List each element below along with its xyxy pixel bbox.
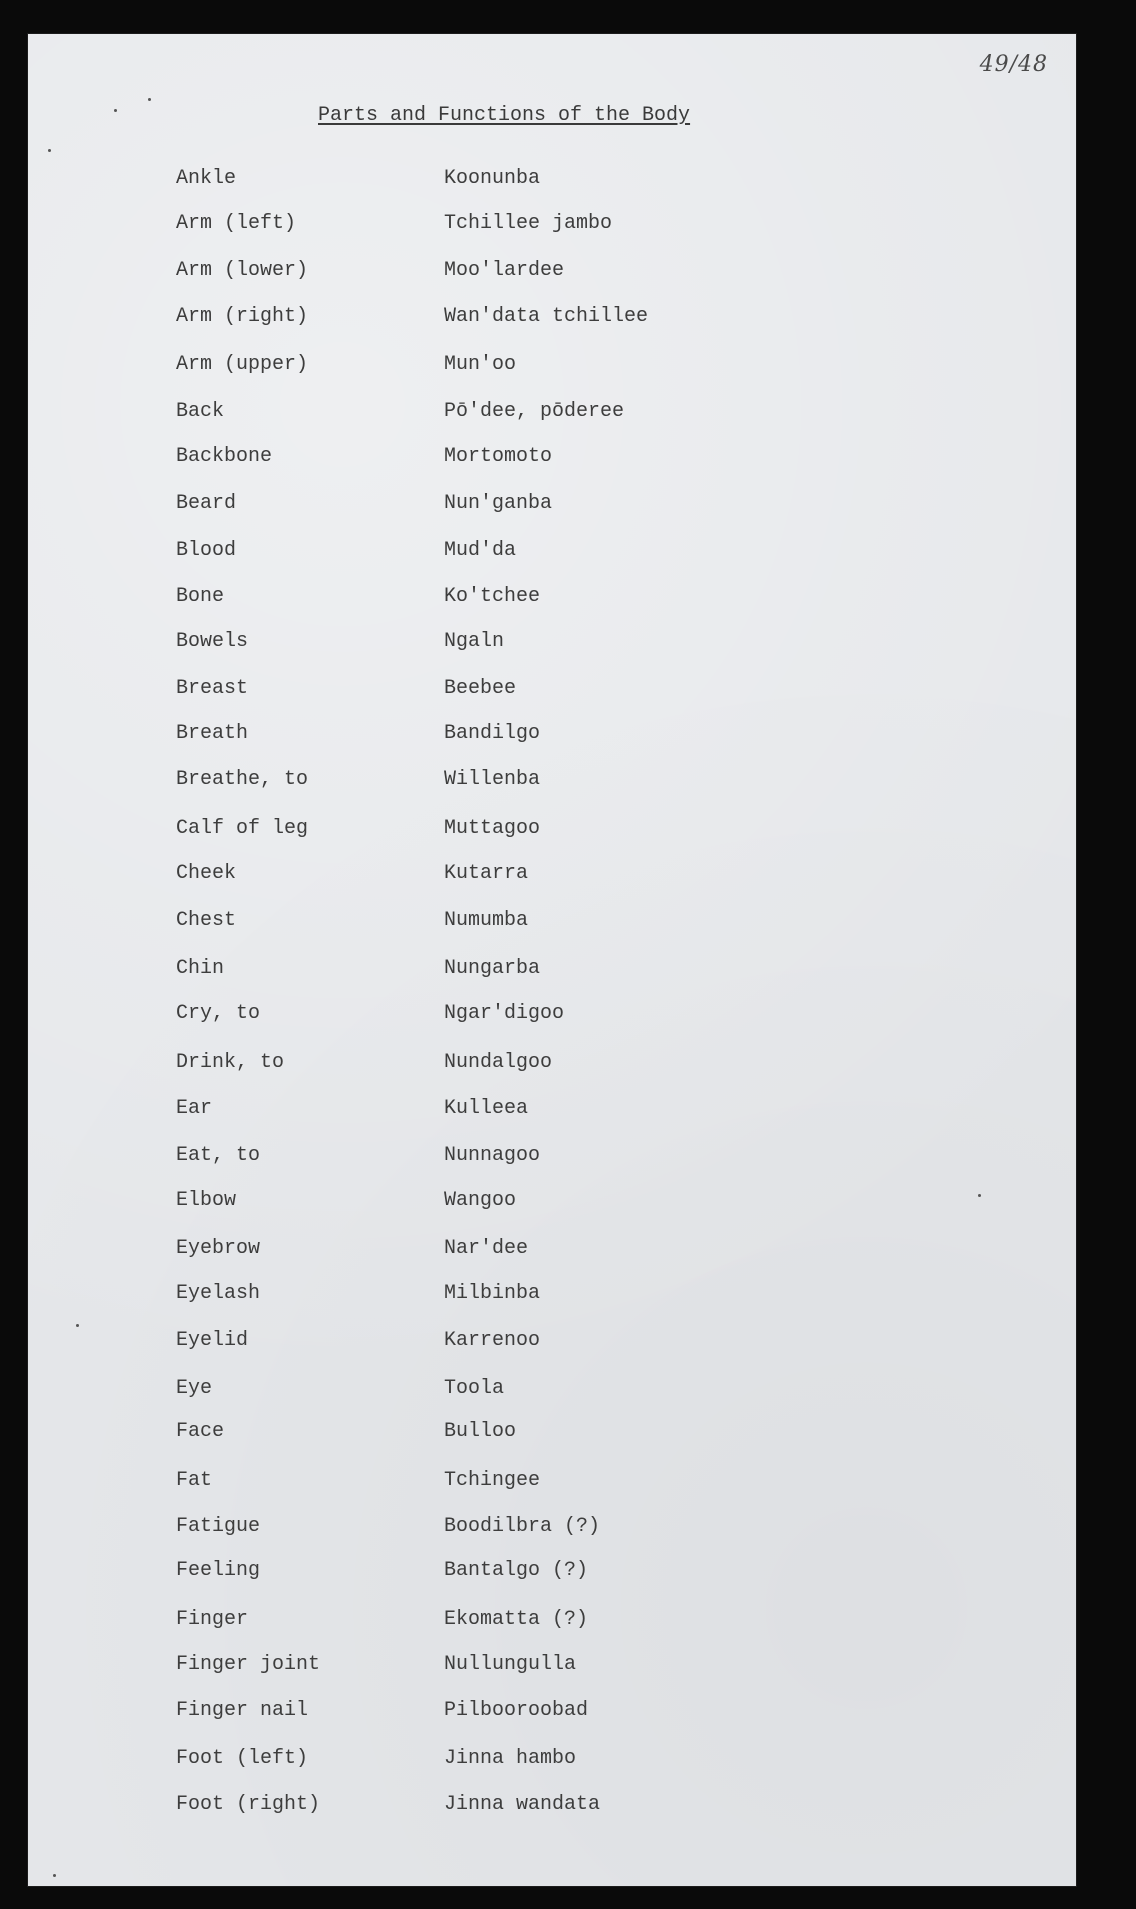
ink-speck xyxy=(76,1324,79,1327)
entry-translation: Bantalgo (?) xyxy=(444,1559,589,1582)
entry-term: Fatigue xyxy=(176,1515,261,1538)
entry-translation: Ekomatta (?) xyxy=(444,1608,589,1631)
glossary-entry xyxy=(28,442,1076,472)
glossary-entry xyxy=(28,1650,1076,1680)
entry-translation: Karrenoo xyxy=(444,1329,541,1352)
glossary-entry xyxy=(28,1048,1076,1078)
entry-translation: Pilbooroobad xyxy=(444,1699,589,1722)
entry-translation: Nun'ganba xyxy=(444,492,553,515)
ink-speck xyxy=(978,1194,981,1197)
entry-translation: Beebee xyxy=(444,677,517,700)
entry-translation: Pō'dee, pōderee xyxy=(444,400,625,423)
glossary-entry xyxy=(28,765,1076,795)
glossary-entry xyxy=(28,1512,1076,1542)
glossary-entry xyxy=(28,1094,1076,1124)
entry-translation: Ko'tchee xyxy=(444,585,541,608)
entry-translation: Nar'dee xyxy=(444,1237,529,1260)
document-page xyxy=(28,34,1076,1886)
entry-term: Foot (left) xyxy=(176,1747,309,1770)
ink-speck xyxy=(53,1874,56,1877)
entry-term: Face xyxy=(176,1420,225,1443)
glossary-entry xyxy=(28,489,1076,519)
entry-term: Chest xyxy=(176,909,237,932)
entry-translation: Mud'da xyxy=(444,539,517,562)
ink-speck xyxy=(148,98,151,101)
entry-term: Arm (upper) xyxy=(176,353,309,376)
glossary-entry xyxy=(28,1374,1076,1404)
entry-translation: Boodilbra (?) xyxy=(444,1515,601,1538)
glossary-entry xyxy=(28,302,1076,332)
entry-term: Backbone xyxy=(176,445,273,468)
glossary-entry xyxy=(28,674,1076,704)
glossary-entry xyxy=(28,350,1076,380)
glossary-entry xyxy=(28,1696,1076,1726)
entry-term: Eyebrow xyxy=(176,1237,261,1260)
entry-translation: Kutarra xyxy=(444,862,529,885)
glossary-entry xyxy=(28,1744,1076,1774)
entry-term: Bone xyxy=(176,585,225,608)
entry-translation: Kulleea xyxy=(444,1097,529,1120)
entry-translation: Tchingee xyxy=(444,1469,541,1492)
entry-translation: Nullungulla xyxy=(444,1653,577,1676)
glossary-entry xyxy=(28,719,1076,749)
entry-term: Back xyxy=(176,400,225,423)
entry-term: Chin xyxy=(176,957,225,980)
entry-translation: Bulloo xyxy=(444,1420,517,1443)
entry-translation: Moo'lardee xyxy=(444,259,565,282)
entry-term: Elbow xyxy=(176,1189,237,1212)
entry-term: Beard xyxy=(176,492,237,515)
glossary-entry xyxy=(28,906,1076,936)
glossary-entry xyxy=(28,1790,1076,1820)
entry-term: Finger joint xyxy=(176,1653,321,1676)
glossary-entry xyxy=(28,164,1076,194)
entry-term: Breast xyxy=(176,677,249,700)
glossary-entry xyxy=(28,582,1076,612)
ink-speck xyxy=(114,109,117,112)
entry-term: Arm (lower) xyxy=(176,259,309,282)
entry-term: Ankle xyxy=(176,167,237,190)
entry-translation: Ngaln xyxy=(444,630,505,653)
glossary-entry xyxy=(28,627,1076,657)
entry-term: Feeling xyxy=(176,1559,261,1582)
entry-translation: Koonunba xyxy=(444,167,541,190)
entry-term: Foot (right) xyxy=(176,1793,321,1816)
entry-term: Cry, to xyxy=(176,1002,261,1025)
entry-term: Calf of leg xyxy=(176,817,309,840)
entry-translation: Wangoo xyxy=(444,1189,517,1212)
entry-term: Drink, to xyxy=(176,1051,285,1074)
entry-term: Breathe, to xyxy=(176,768,309,791)
glossary-list xyxy=(28,34,1076,1886)
glossary-entry xyxy=(28,1234,1076,1264)
entry-translation: Jinna wandata xyxy=(444,1793,601,1816)
entry-term: Blood xyxy=(176,539,237,562)
entry-translation: Milbinba xyxy=(444,1282,541,1305)
page-title: Parts and Functions of the Body xyxy=(318,104,691,127)
glossary-entry xyxy=(28,1605,1076,1635)
entry-translation: Mortomoto xyxy=(444,445,553,468)
glossary-entry xyxy=(28,1141,1076,1171)
page-number: 49/48 xyxy=(979,52,1048,77)
entry-term: Arm (left) xyxy=(176,212,297,235)
glossary-entry xyxy=(28,1466,1076,1496)
entry-term: Ear xyxy=(176,1097,213,1120)
glossary-entry xyxy=(28,954,1076,984)
glossary-entry xyxy=(28,1186,1076,1216)
glossary-entry xyxy=(28,256,1076,286)
entry-term: Finger nail xyxy=(176,1699,309,1722)
entry-term: Fat xyxy=(176,1469,213,1492)
entry-translation: Muttagoo xyxy=(444,817,541,840)
entry-translation: Willenba xyxy=(444,768,541,791)
entry-term: Eyelash xyxy=(176,1282,261,1305)
entry-term: Finger xyxy=(176,1608,249,1631)
glossary-entry xyxy=(28,209,1076,239)
entry-translation: Bandilgo xyxy=(444,722,541,745)
ink-speck xyxy=(48,149,51,152)
glossary-entry xyxy=(28,859,1076,889)
glossary-entry xyxy=(28,1326,1076,1356)
glossary-entry xyxy=(28,1556,1076,1586)
entry-term: Breath xyxy=(176,722,249,745)
entry-translation: Mun'oo xyxy=(444,353,517,376)
glossary-entry xyxy=(28,1279,1076,1309)
entry-term: Bowels xyxy=(176,630,249,653)
entry-translation: Wan'data tchillee xyxy=(444,305,649,328)
entry-translation: Numumba xyxy=(444,909,529,932)
entry-term: Arm (right) xyxy=(176,305,309,328)
entry-term: Eyelid xyxy=(176,1329,249,1352)
entry-translation: Nunnagoo xyxy=(444,1144,541,1167)
entry-term: Eat, to xyxy=(176,1144,261,1167)
entry-term: Eye xyxy=(176,1377,213,1400)
entry-translation: Tchillee jambo xyxy=(444,212,613,235)
glossary-entry xyxy=(28,814,1076,844)
glossary-entry xyxy=(28,999,1076,1029)
glossary-entry xyxy=(28,1417,1076,1447)
entry-translation: Nundalgoo xyxy=(444,1051,553,1074)
glossary-entry xyxy=(28,397,1076,427)
entry-term: Cheek xyxy=(176,862,237,885)
entry-translation: Ngar'digoo xyxy=(444,1002,565,1025)
entry-translation: Nungarba xyxy=(444,957,541,980)
glossary-entry xyxy=(28,536,1076,566)
entry-translation: Toola xyxy=(444,1377,505,1400)
entry-translation: Jinna hambo xyxy=(444,1747,577,1770)
